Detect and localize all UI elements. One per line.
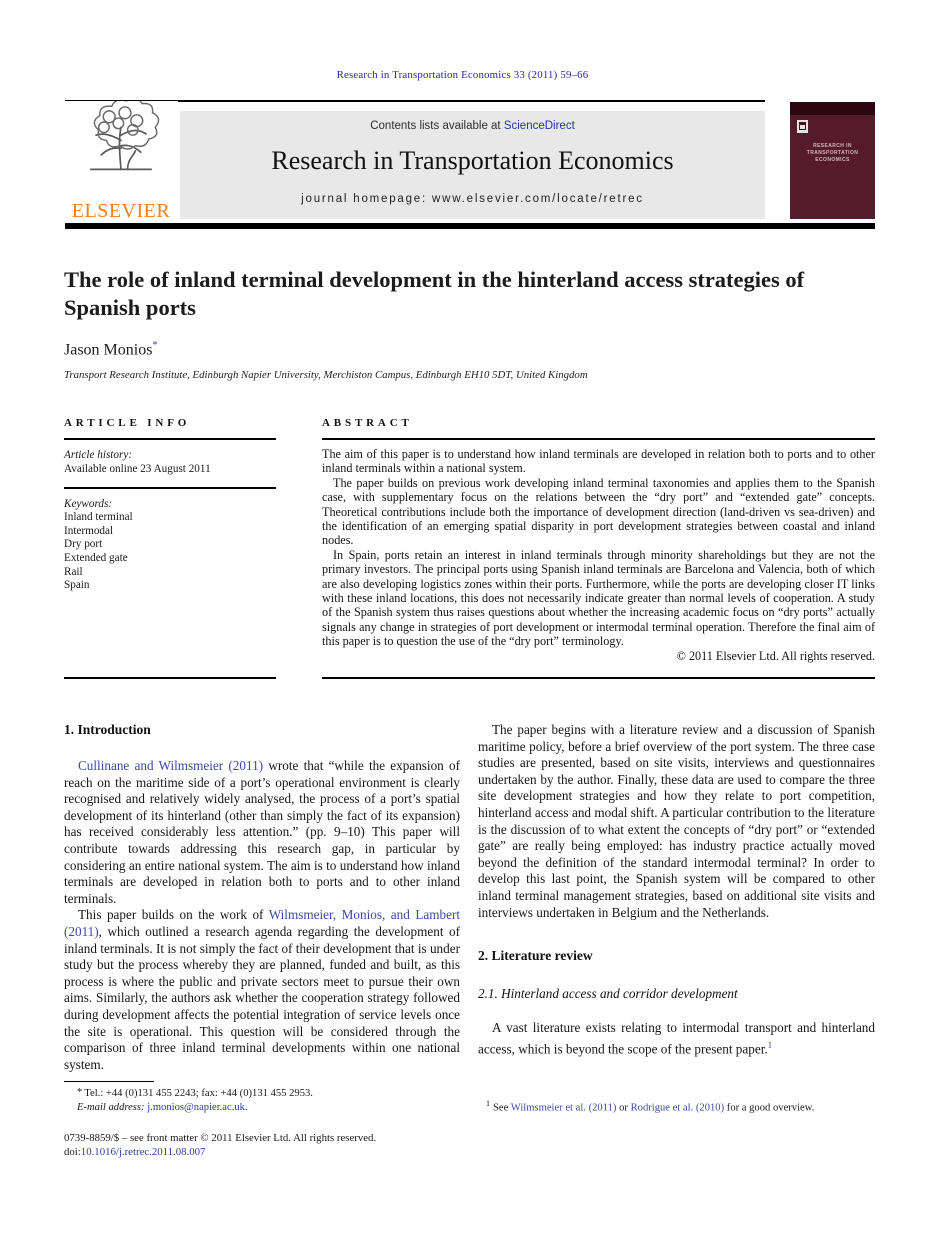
citation-link-wilmsmeier-et-al[interactable]: Wilmsmeier et al. (2011) xyxy=(510,1102,617,1114)
keyword-item: Rail xyxy=(64,565,83,578)
keywords-divider xyxy=(64,487,276,489)
running-head-citation: Research in Transportation Economics 33 (2011) 59–66 xyxy=(336,69,589,81)
cover-elsevier-mini-logo xyxy=(797,120,808,133)
author-footnote-mark[interactable]: * xyxy=(152,340,158,351)
doi-line: doi:10.1016/j.retrec.2011.08.007 xyxy=(64,1146,206,1159)
journal-masthead xyxy=(180,111,765,219)
abstract-paragraph: The aim of this paper is to understand how inland terminals are developed in relation both to ports and to other inland terminals within a national system. xyxy=(322,447,875,476)
copyright-line: © 2011 Elsevier Ltd. All rights reserved. xyxy=(676,648,875,663)
keyword-item: Spain xyxy=(64,579,90,592)
author-footnote-block xyxy=(64,1081,460,1115)
citation-link-wilmsmeier[interactable]: Wilmsmeier, Monios, and Lambert (2011) xyxy=(64,907,460,939)
email-footnote: E-mail address: j.monios@napier.ac.uk. xyxy=(77,1101,248,1113)
journal-homepage-link[interactable]: journal homepage: www.elsevier.com/locate/retrec xyxy=(301,193,644,205)
elsevier-tree-icon xyxy=(75,101,167,193)
article-history-value: Available online 23 August 2011 xyxy=(64,462,211,475)
author-name: Jason Monios* xyxy=(64,340,158,359)
article-info-rule xyxy=(64,438,276,440)
footnote-ref-1[interactable]: 1 xyxy=(767,1039,773,1050)
article-info-box xyxy=(64,417,276,679)
citation-link-rodrigue[interactable]: Rodrigue et al. (2010) xyxy=(630,1102,725,1114)
intro-paragraph-2: This paper builds on the work of Wilmsmeier, Monios, and Lambert (2011), which outlined a research agenda regarding the development of inland terminals. It is not simply the fact of their development that is under study but the process whereby they are planned, funded and built, as this process is where the public and private sectors meet to pursue their own aims. Similarly, the authors ask whether the cooperation strategy followed during development affects the potential integration of service levels once the site is operational. This question will be considered through the comparison of three inland terminal developments within one national system. xyxy=(64,907,460,1072)
footnote-1-marker: 1 xyxy=(486,1099,490,1108)
cover-top-band xyxy=(790,102,875,115)
footnote-divider xyxy=(64,1081,154,1082)
copyright-issn-block xyxy=(64,1131,484,1159)
abstract-rule xyxy=(322,438,875,440)
author-affiliation: Transport Research Institute, Edinburgh Napier University, Merchiston Campus, Edinburgh EH10 5DT, United Kingdom xyxy=(64,369,588,381)
journal-title: Research in Transportation Economics xyxy=(271,146,674,175)
article-title: The role of inland terminal development in the hinterland access strategies of Spanish ports xyxy=(64,267,805,320)
email-link[interactable]: j.monios@napier.ac.uk xyxy=(147,1101,245,1113)
abstract-paragraph: The paper builds on previous work developing inland terminal taxonomies and applies them to the Spanish case, with supplementary focus on the relations between the “dry port” and “extended gate” concepts. Theoretical contributions include both the importance of development direction (land-driven vs sea-driven) and the identification of an emerging spatial disparity in port development strategies between coastal and inland nodes. xyxy=(322,475,875,548)
left-column xyxy=(64,722,460,1073)
abstract-box xyxy=(322,417,875,679)
section-heading-literature-review: 2. Literature review xyxy=(478,948,593,964)
sciencedirect-link[interactable]: ScienceDirect xyxy=(503,120,575,132)
contents-line: Contents lists available at ScienceDirect xyxy=(370,120,575,132)
issn-line: 0739-8859/$ – see front matter © 2011 Elsevier Ltd. All rights reserved. xyxy=(64,1132,377,1144)
doi-link[interactable]: 10.1016/j.retrec.2011.08.007 xyxy=(80,1146,206,1159)
article-history-label: Article history: xyxy=(64,449,133,461)
citation-link-cullinane[interactable]: Cullinane and Wilmsmeier (2011) xyxy=(78,758,264,773)
right-column xyxy=(478,722,875,1058)
keywords-label: Keywords: xyxy=(64,497,113,510)
abstract-paragraph: In Spain, ports retain an interest in inland terminals through minority shareholdings but they are not the primary investors. The principal ports using Spanish inland terminals are Barcelona and Valencia, both of which are also developing logistics zones within their ports. Furthermore, while the ports are developing closer IT links with these inland locations, this does not necessarily indicate greater than normal levels of cooperation. A study of the Spanish system thus raises questions about whether the increasing academic focus on “dry ports” actually signals any change in strategies of port development or intermodal terminal operation. Therefore the final aim of this paper is to question the use of the “dry port” terminology. xyxy=(322,547,875,649)
subsection-heading-hinterland: 2.1. Hinterland access and corridor development xyxy=(478,986,738,1002)
journal-cover-thumbnail[interactable] xyxy=(790,102,875,219)
keyword-item: Extended gate xyxy=(64,552,128,565)
footnote-1-block: $^1$ See Wilmsmeier et al. (2011) or Rodrigue et al. (2010) for a good overview. xyxy=(486,1099,815,1114)
keyword-item: Inland terminal xyxy=(64,511,133,524)
cover-journal-name: RESEARCH IN TRANSPORTATION ECONOMICS xyxy=(806,143,859,163)
keyword-item: Dry port xyxy=(64,538,103,551)
telephone-footnote: * Tel.: +44 (0)131 455 2243; fax: +44 (0)131 455 2953. xyxy=(77,1087,313,1099)
elsevier-logo xyxy=(64,101,178,221)
section-heading-introduction: 1. Introduction xyxy=(64,722,151,737)
header-bottom-rule xyxy=(65,223,875,229)
literature-paragraph: A vast literature exists relating to intermodal transport and hinterland access, which is beyond the scope of the present paper.$^1$ xyxy=(478,1020,875,1057)
article-info-heading: ARTICLE INFO xyxy=(64,417,191,429)
keyword-item: Intermodal xyxy=(64,524,114,537)
elsevier-wordmark: ELSEVIER xyxy=(71,200,171,222)
abstract-heading: ABSTRACT xyxy=(322,417,413,429)
overview-paragraph: The paper begins with a literature review and a discussion of Spanish maritime policy, before a brief overview of the port system. The three case studies are presented, based on site visits, interviews and questionnaires undertaken by the author. Finally, these data are used to compare the three site development strategies and how they relate to port competition, hinterland access and modal shift. A particular contribution to the literature is the discussion of to what extent the concepts of “dry port” or “extended gate” are really being employed: has industry practice actually moved beyond the definition of the standard intermodal terminal? In order to develop this last point, the Spanish system will be compared to other inland terminal management strategies, based on additional site visits and interviews undertaken in Belgium and the Netherlands. xyxy=(478,722,875,920)
intro-paragraph-1: Cullinane and Wilmsmeier (2011) wrote that “while the expansion of reach on the maritime side of a port’s operational environment is clearly recognised and relatively widely analysed, the process of a port’s spatial development of its hinterland (other than simply the fact of its expansion) has received considerably less attention.” (pp. 9–10) This paper will contribute towards addressing this research gap, in particular by considering an entire national system. The aim is to understand how inland terminals are developed in relation both to ports and to other inland terminals. xyxy=(64,758,460,906)
